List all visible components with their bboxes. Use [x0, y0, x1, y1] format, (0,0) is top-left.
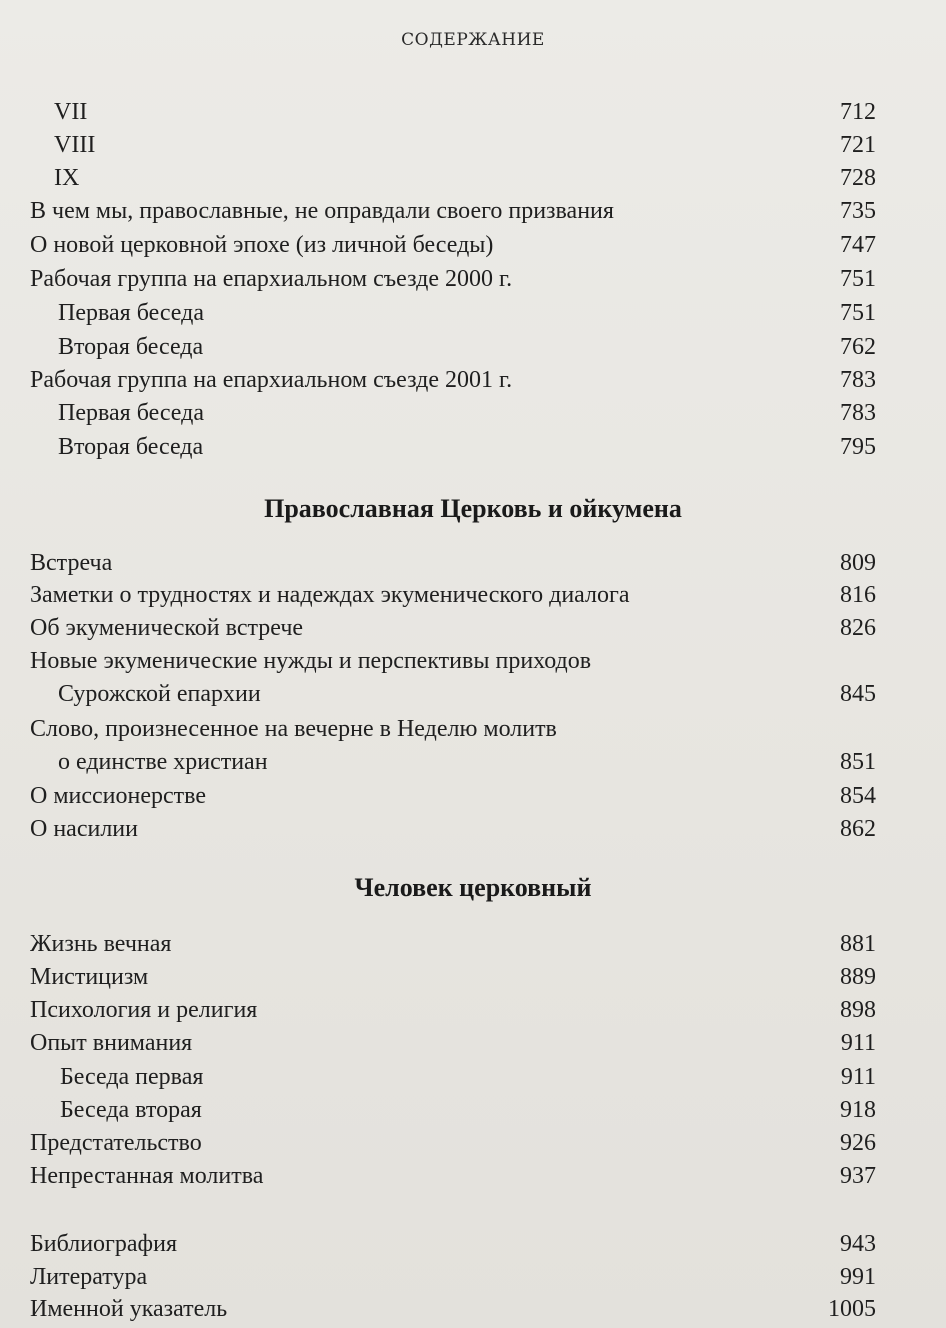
toc-entry	[30, 1093, 876, 1127]
toc-entry	[30, 194, 876, 228]
toc-page: 926	[840, 1130, 876, 1156]
toc-page: 762	[840, 334, 876, 360]
toc-page: 911	[840, 1030, 876, 1056]
toc-title: Рабочая группа на епархиальном съезде 2000 г.	[30, 266, 513, 292]
toc-page: 783	[840, 367, 876, 393]
toc-entry	[30, 1260, 876, 1294]
toc-entry	[30, 396, 876, 430]
toc-entry	[30, 779, 876, 813]
toc-page: 728	[840, 165, 876, 191]
toc-title: Вторая беседа	[58, 434, 204, 460]
toc-title: Именной указатель	[30, 1296, 228, 1322]
toc-page: 795	[840, 434, 876, 460]
toc-page: 712	[840, 99, 876, 125]
toc-title: Мистицизм	[30, 964, 149, 990]
toc-title: Встреча	[30, 550, 113, 576]
toc-entry	[30, 927, 876, 961]
toc-page: 937	[840, 1163, 876, 1189]
toc-page: 809	[840, 550, 876, 576]
toc-entry	[30, 1292, 876, 1326]
toc-entry	[30, 1126, 876, 1160]
toc-entry	[30, 1060, 876, 1094]
toc-page: 943	[840, 1231, 876, 1257]
toc-page: 854	[840, 783, 876, 809]
toc-title: О новой церковной эпохе (из личной беседы)	[30, 232, 494, 258]
toc-entry	[30, 128, 876, 162]
toc-entry	[30, 95, 876, 129]
toc-title: Предстательство	[30, 1130, 202, 1156]
section-heading: Православная Церковь и ойкумена	[264, 494, 682, 523]
toc-title: Психология и религия	[30, 997, 258, 1023]
toc-page: 751	[840, 266, 876, 292]
toc-title: Новые экуменические нужды и перспективы приходов	[30, 648, 592, 674]
toc-title: Заметки о трудностях и надеждах экуменического диалога	[30, 582, 630, 608]
toc-title: Вторая беседа	[58, 334, 204, 360]
toc-entry	[30, 363, 876, 397]
toc-page: 881	[840, 931, 876, 957]
toc-entry	[30, 1227, 876, 1261]
toc-page: 889	[840, 964, 876, 990]
section-heading: Человек церковный	[354, 873, 592, 902]
toc-page: 911	[840, 1064, 876, 1090]
toc-page: 721	[840, 132, 876, 158]
toc-entry	[30, 1159, 876, 1193]
toc-entry	[30, 330, 876, 364]
toc-title: Сурожской епархии	[58, 681, 261, 707]
toc-page: 845	[840, 681, 876, 707]
toc-entry	[30, 745, 876, 779]
toc-entry	[30, 262, 876, 296]
toc-title: Первая беседа	[58, 300, 204, 326]
toc-entry	[30, 296, 876, 330]
toc-title: Жизнь вечная	[30, 931, 172, 957]
toc-entry	[30, 993, 876, 1027]
toc-entry	[30, 546, 876, 580]
toc-page: 783	[840, 400, 876, 426]
toc-title: Библиография	[30, 1231, 177, 1257]
toc-page: 751	[840, 300, 876, 326]
toc-entry	[30, 430, 876, 464]
toc-entry	[30, 812, 876, 846]
toc-page: 816	[840, 582, 876, 608]
toc-title: Опыт внимания	[30, 1030, 193, 1056]
toc-title: VIII	[54, 132, 96, 158]
toc-entry	[30, 161, 876, 195]
toc-title: О миссионерстве	[30, 783, 206, 809]
toc-title: Литература	[30, 1264, 148, 1290]
page-header: СОДЕРЖАНИЕ	[401, 30, 545, 50]
toc-entry	[30, 960, 876, 994]
toc-title: Об экуменической встрече	[30, 615, 304, 641]
toc-page: 826	[840, 615, 876, 641]
toc-entry	[30, 228, 876, 262]
toc-title: Беседа первая	[60, 1064, 204, 1090]
toc-page: 851	[840, 749, 876, 775]
toc-entry	[30, 712, 876, 746]
toc-page: 747	[840, 232, 876, 258]
toc-title: о единстве христиан	[58, 749, 268, 775]
toc-page: 735	[840, 198, 876, 224]
toc-title: Первая беседа	[58, 400, 204, 426]
toc-entry	[30, 677, 876, 711]
toc-entry	[30, 1026, 876, 1060]
toc-entry	[30, 644, 876, 678]
toc-page: 898	[840, 997, 876, 1023]
toc-title: Слово, произнесенное на вечерне в Неделю молитв	[30, 716, 557, 742]
toc-title: IX	[54, 165, 80, 191]
toc-entry	[30, 578, 876, 612]
toc-title: Беседа вторая	[60, 1097, 202, 1123]
toc-title: VII	[54, 99, 88, 125]
toc-title: О насилии	[30, 816, 138, 842]
toc-page: 1005	[828, 1296, 876, 1322]
toc-title: Непрестанная молитва	[30, 1163, 264, 1189]
toc-title: В чем мы, православные, не оправдали своего призвания	[30, 198, 614, 224]
toc-entry	[30, 611, 876, 645]
toc-page: 918	[840, 1097, 876, 1123]
toc-page: 862	[840, 816, 876, 842]
toc-title: Рабочая группа на епархиальном съезде 2001 г.	[30, 367, 513, 393]
toc-page: 991	[840, 1264, 876, 1290]
